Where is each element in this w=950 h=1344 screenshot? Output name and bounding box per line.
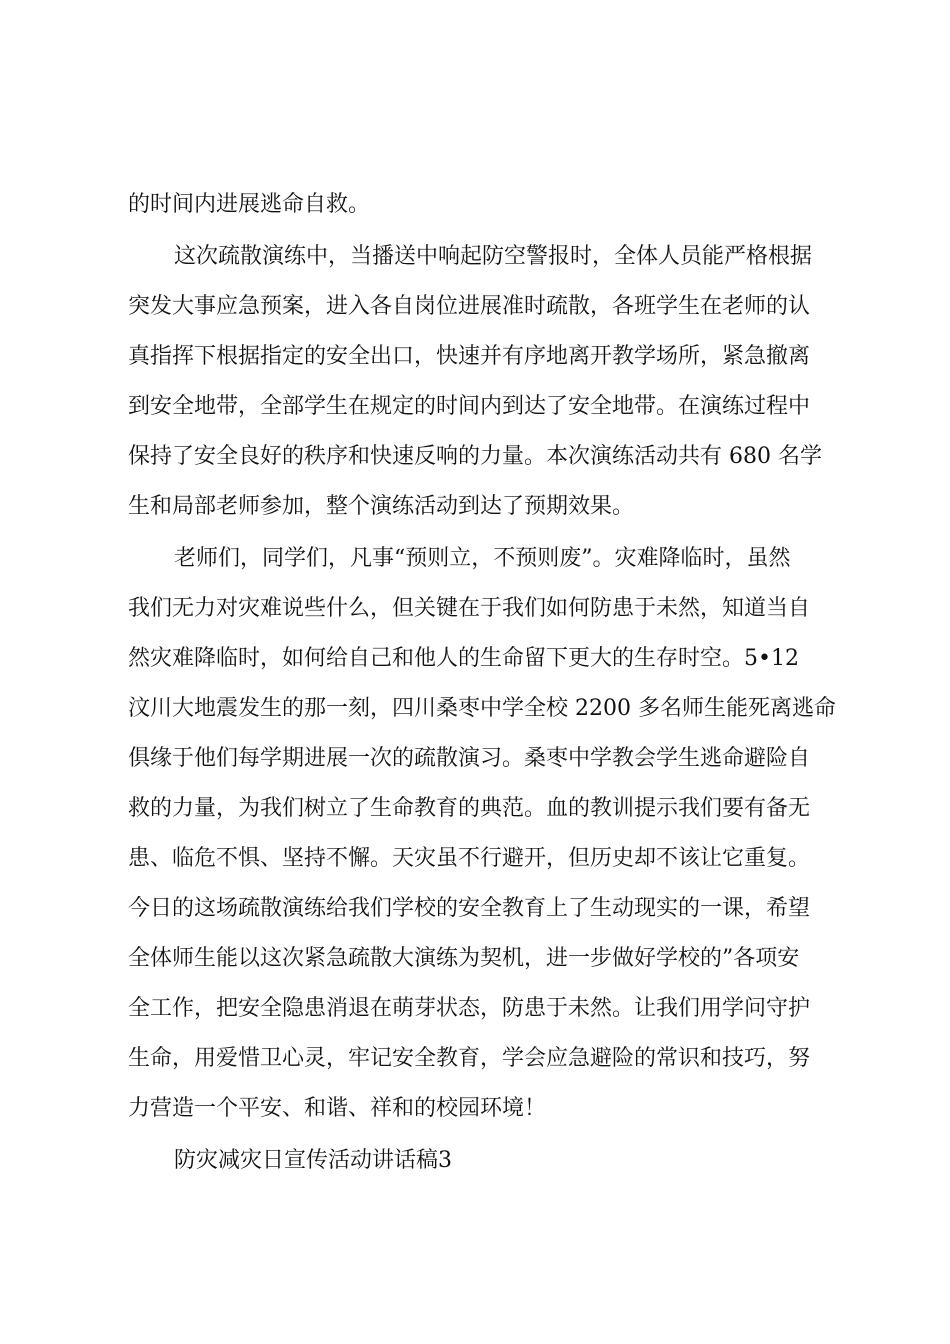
text-line: 的时间内进展逃命自救。	[128, 192, 371, 217]
text-line: 生和局部老师参加，整个演练活动到达了预期效果。	[128, 494, 635, 519]
text-line: 今日的这场疏散演练给我们学校的安全教育上了生动现实的一课，希望	[128, 896, 811, 921]
text-line: 全工作，把安全隐患消退在萌芽状态，防患于未然。让我们用学问守护	[128, 996, 811, 1021]
text-line: 突发大事应急预案，进入各自岗位进展准时疏散，各班学生在老师的认	[128, 294, 811, 319]
text-line: 全体师生能以这次紧急疏散大演练为契机，进一步做好学校的”各项安	[128, 946, 800, 971]
text-line: 老师们，同学们，凡事“预则立，不预则废”。灾难降临时，虽然	[174, 546, 791, 571]
section-heading: 防灾减灾日宣传活动讲话稿3	[174, 1148, 452, 1173]
text-line: 我们无力对灾难说些什么，但关键在于我们如何防患于未然，知道当自	[128, 596, 811, 621]
text-line: 救的力量，为我们树立了生命教育的典范。血的教训提示我们要有备无	[128, 796, 811, 821]
text-line: 俱缘于他们每学期进展一次的疏散演习。桑枣中学教会学生逃命避险自	[128, 746, 811, 771]
text-line: 患、临危不惧、坚持不懈。天灾虽不行避开，但历史却不该让它重复。	[128, 846, 811, 871]
text-line: 这次疏散演练中，当播送中响起防空警报时，全体人员能严格根据	[174, 244, 813, 269]
text-line: 汶川大地震发生的那一刻，四川桑枣中学全校 2200 多名师生能死离逃命	[128, 696, 836, 721]
text-line: 生命，用爱惜卫心灵，牢记安全教育，学会应急避险的常识和技巧，努	[128, 1046, 811, 1071]
text-line: 真指挥下根据指定的安全出口，快速并有序地离开教学场所，紧急撤离	[128, 344, 811, 369]
text-line: 保持了安全良好的秩序和快速反响的力量。本次演练活动共有 680 名学	[128, 444, 822, 469]
text-line: 到安全地带，全部学生在规定的时间内到达了安全地带。在演练过程中	[128, 394, 811, 419]
text-line: 然灾难降临时，如何给自己和他人的生命留下更大的生存时空。5•12	[128, 646, 799, 671]
text-line: 力营造一个平安、和谐、祥和的校园环境！	[128, 1096, 547, 1121]
